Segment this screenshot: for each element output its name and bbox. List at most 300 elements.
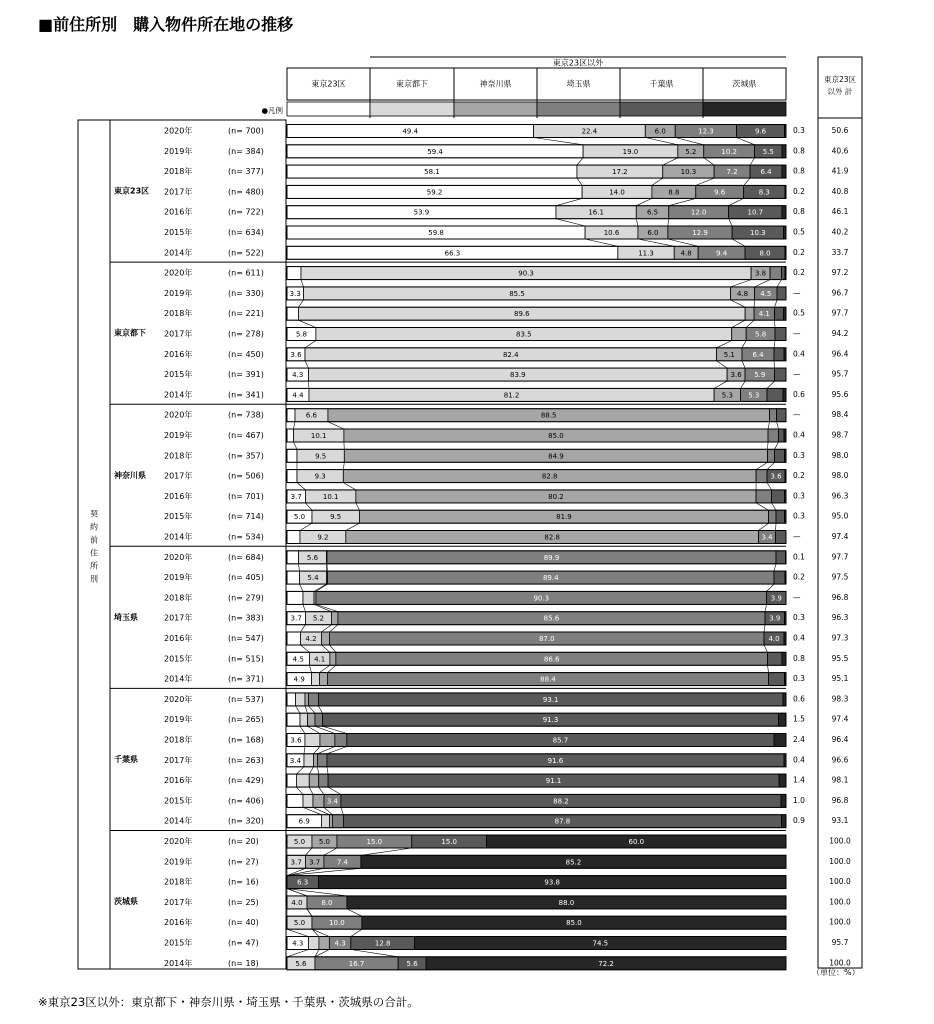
connector-line (744, 178, 750, 185)
connector-line (577, 178, 582, 185)
legend-swatch-6 (703, 102, 786, 116)
bar-value-label: 3.4 (289, 756, 302, 765)
bar-value-label: 4.8 (680, 249, 692, 258)
bar-value-label: 6.3 (297, 878, 309, 887)
row-total-value: 96.3 (831, 613, 849, 623)
legend-label-5: 千葉県 (649, 79, 674, 89)
connector-line (324, 848, 337, 855)
ibaraki-value: 0.1 (793, 552, 805, 562)
row-year-label: 2015年 (164, 796, 193, 806)
bar-value-label: 5.3 (721, 391, 733, 400)
legend-swatch-4 (537, 102, 620, 116)
bar-value-label: 6.4 (752, 350, 764, 359)
row-total-value: 41.9 (831, 166, 849, 176)
connector-line (324, 807, 332, 814)
bar-segment (309, 774, 318, 787)
connector-line (645, 138, 678, 145)
ibaraki-value: 0.6 (793, 389, 805, 399)
row-total-value: 97.4 (831, 714, 849, 724)
bar-value-label: 10.3 (680, 168, 697, 177)
bar-value-label: 53.9 (413, 208, 430, 217)
bar-value-label: 91.6 (547, 756, 564, 765)
bar-segment (303, 794, 313, 807)
bar-value-label: 4.1 (314, 655, 326, 664)
connector-line (351, 950, 398, 957)
connector-line (307, 909, 312, 916)
connector-line (729, 198, 744, 205)
connector-line (343, 483, 356, 490)
connector-line (303, 604, 305, 611)
row-total-value: 46.1 (831, 207, 849, 217)
bar-value-label: 9.5 (315, 452, 327, 461)
connector-line (346, 523, 360, 530)
ibaraki-value: 0.2 (793, 471, 805, 481)
row-n-label: (n= 405) (228, 573, 264, 583)
row-total-value: 96.8 (831, 592, 849, 602)
connector-line (767, 483, 771, 490)
connector-line (347, 909, 362, 916)
bar-value-label: 5.0 (293, 513, 306, 522)
bar-value-label: 60.0 (628, 838, 645, 846)
connector-line (295, 706, 300, 713)
row-n-label: (n= 357) (228, 451, 264, 461)
row-n-label: (n= 320) (228, 816, 264, 826)
bar-value-label: 10.2 (721, 147, 737, 156)
bar-value-label: 10.0 (329, 919, 345, 928)
bar-value-label: 4.0 (768, 635, 780, 643)
bar-value-label: 5.8 (755, 330, 767, 339)
ibaraki-value: 0.9 (793, 816, 805, 826)
connector-line (556, 198, 582, 205)
connector-line (731, 300, 746, 307)
connector-line (298, 320, 315, 327)
bar-value-label: 12.9 (692, 229, 708, 237)
bar-value-label: 85.2 (565, 858, 582, 867)
connector-line (768, 422, 769, 429)
ibaraki-value: — (793, 288, 801, 298)
row-n-label: (n= 263) (228, 755, 264, 765)
bar-value-label: 5.6 (406, 959, 418, 968)
ibaraki-value: 0.3 (793, 674, 805, 684)
bar-segment (770, 267, 781, 280)
row-total-value: 97.3 (831, 633, 849, 643)
bar-value-label: 3.7 (290, 614, 302, 623)
ibaraki-value: 0.3 (793, 450, 805, 460)
bar-segment (332, 815, 343, 828)
bar-value-label: 59.8 (428, 229, 444, 237)
bar-segment (779, 713, 786, 726)
bar-segment (305, 734, 320, 747)
row-total-value: 98.7 (831, 430, 849, 440)
row-n-label: (n= 700) (228, 126, 264, 136)
connector-line (318, 706, 322, 713)
bar-segment (776, 551, 785, 564)
bar-value-label: 16.7 (348, 959, 365, 968)
connector-line (756, 503, 768, 510)
row-n-label: (n= 341) (228, 390, 264, 400)
row-total-value: 40.6 (831, 146, 849, 156)
connector-line (296, 767, 304, 774)
bar-value-label: 89.9 (543, 553, 560, 562)
connector-line (298, 564, 299, 571)
side-label-char: 契 (90, 509, 98, 519)
ibaraki-value: 0.8 (793, 207, 805, 217)
legend-label-2: 東京都下 (396, 79, 428, 89)
bar-segment (770, 409, 777, 422)
row-year-label: 2018年 (164, 309, 193, 319)
bar-value-label: 10.6 (603, 229, 620, 237)
connector-line (577, 158, 583, 165)
bar-value-label: 85.0 (566, 919, 582, 928)
connector-line (316, 584, 328, 591)
side-label-char: 住 (90, 548, 98, 558)
ibaraki-value: — (793, 369, 801, 379)
connector-line (322, 726, 346, 733)
ibaraki-value: 0.2 (793, 247, 805, 257)
bar-segment (287, 531, 300, 544)
row-total-value: 50.6 (831, 126, 849, 135)
bar-value-label: 8.0 (321, 898, 333, 907)
connector-line (731, 280, 752, 287)
bar-segment (287, 429, 293, 442)
row-n-label: (n= 20) (228, 837, 259, 846)
row-year-label: 2016年 (164, 207, 193, 217)
connector-line (768, 665, 769, 672)
bar-value-label: 85.0 (548, 432, 564, 440)
connector-line (638, 239, 674, 246)
bar-value-label: 14.0 (609, 188, 625, 197)
bar-value-label: 80.2 (548, 492, 564, 501)
row-year-label: 2014年 (164, 816, 193, 826)
row-total-value: 96.8 (831, 795, 849, 805)
bar-segment (287, 774, 296, 787)
bar-value-label: 3.9 (769, 614, 781, 623)
connector-line (755, 280, 771, 287)
bar-value-label: 10.3 (750, 229, 766, 237)
bar-segment (745, 307, 754, 320)
bar-segment (308, 693, 318, 706)
bar-value-label: 8.0 (759, 249, 771, 258)
ibaraki-value: — (793, 410, 801, 420)
connector-line (717, 341, 732, 348)
ibaraki-value: 0.3 (793, 511, 805, 521)
bar-value-label: 5.3 (748, 391, 760, 400)
legend-label-1: 東京23区 (311, 79, 346, 89)
connector-line (305, 848, 311, 855)
bar-value-label: 12.0 (690, 208, 707, 217)
connector-line (742, 361, 745, 368)
bar-segment (331, 612, 337, 625)
row-n-label: (n= 611) (228, 268, 264, 278)
connector-line (777, 280, 782, 287)
row-n-label: (n= 450) (228, 349, 264, 359)
connector-line (764, 645, 768, 652)
row-n-label: (n= 506) (228, 471, 264, 481)
row-year-label: 2016年 (164, 776, 193, 786)
connector-line (319, 787, 324, 794)
row-n-label: (n= 537) (228, 694, 264, 704)
bar-value-label: 5.1 (723, 350, 735, 359)
bar-value-label: 3.6 (290, 350, 302, 359)
bar-value-label: 4.0 (291, 898, 303, 907)
row-year-label: 2015年 (164, 370, 193, 380)
connector-line (774, 361, 775, 368)
bar-value-label: 3.6 (770, 472, 782, 481)
bar-value-label: 83.9 (509, 371, 526, 380)
total-header-line2: 以外 計 (827, 87, 853, 96)
bar-segment (782, 145, 786, 158)
bar-segment (781, 794, 786, 807)
bar-value-label: 10.1 (310, 432, 327, 440)
group-label: 東京都下 (114, 328, 146, 338)
row-n-label: (n= 47) (228, 938, 259, 948)
bar-value-label: 4.5 (760, 289, 772, 298)
bar-segment (782, 267, 785, 280)
bar-segment (732, 328, 746, 341)
ibaraki-value: — (793, 592, 801, 602)
bar-segment (777, 409, 786, 422)
ibaraki-value: 0.2 (793, 186, 805, 196)
bar-value-label: 5.6 (306, 553, 319, 562)
bar-value-label: 9.6 (714, 188, 726, 197)
ibaraki-value: 0.2 (793, 268, 805, 278)
ibaraki-value: — (793, 532, 801, 541)
row-year-label: 2020年 (164, 552, 193, 562)
bar-value-label: 59.4 (427, 147, 443, 156)
row-total-value: 97.5 (831, 572, 849, 582)
bar-value-label: 74.5 (592, 939, 609, 948)
bar-segment (308, 937, 318, 950)
row-year-label: 2017年 (164, 613, 193, 623)
connector-line (756, 462, 767, 469)
row-year-label: 2014年 (164, 390, 193, 400)
connector-line (663, 158, 678, 165)
connector-line (293, 442, 296, 449)
row-total-value: 40.2 (831, 227, 849, 237)
row-n-label: (n= 547) (228, 634, 264, 643)
bar-segment (779, 774, 786, 787)
bar-segment (335, 734, 347, 747)
row-year-label: 2015年 (164, 938, 193, 948)
row-year-label: 2017年 (164, 471, 193, 481)
legend-marker: ●凡例 (261, 106, 283, 115)
row-n-label: (n= 634) (228, 228, 264, 237)
connector-line (351, 929, 362, 936)
row-n-label: (n= 40) (228, 918, 259, 928)
connector-line (668, 219, 669, 226)
connector-line (329, 625, 337, 632)
connector-line (299, 584, 302, 591)
connector-line (329, 645, 335, 652)
row-year-label: 2018年 (164, 451, 193, 461)
connector-line (636, 198, 652, 205)
bar-segment (304, 754, 313, 767)
row-year-label: 2018年 (164, 167, 193, 177)
bar-value-label: 15.0 (366, 838, 383, 846)
legend-swatch-2 (370, 102, 454, 116)
connector-line (556, 219, 585, 226)
bar-value-label: 6.0 (647, 229, 659, 237)
bar-value-label: 59.2 (426, 188, 443, 197)
row-n-label: (n= 467) (228, 431, 264, 440)
row-n-label: (n= 722) (228, 207, 264, 217)
bar-value-label: 91.1 (545, 777, 562, 786)
connector-line (729, 219, 733, 226)
bar-value-label: 4.2 (305, 635, 317, 643)
row-year-label: 2020年 (164, 268, 193, 278)
row-total-value: 96.7 (831, 288, 849, 298)
connector-line (312, 929, 329, 936)
bar-segment (320, 734, 335, 747)
connector-line (309, 665, 311, 672)
bar-value-label: 5.2 (312, 614, 325, 623)
bar-value-label: 89.4 (542, 574, 559, 583)
connector-line (296, 787, 303, 794)
bar-segment (782, 652, 786, 665)
row-n-label: (n= 377) (228, 167, 264, 177)
connector-line (303, 807, 321, 814)
ibaraki-value: 0.6 (793, 694, 805, 704)
bar-value-label: 4.4 (292, 391, 304, 400)
bar-segment (756, 490, 771, 503)
bar-segment (315, 713, 322, 726)
connector-line (774, 341, 775, 348)
ibaraki-value: 0.3 (793, 491, 805, 501)
ibaraki-value: 0.4 (793, 430, 805, 440)
bar-segment (329, 815, 332, 828)
bar-segment (313, 754, 317, 767)
connector-line (317, 747, 334, 754)
row-total-value: 100.0 (829, 917, 851, 927)
connector-line (309, 787, 313, 794)
bar-segment (782, 165, 786, 178)
row-year-label: 2016年 (164, 634, 193, 643)
bar-value-label: 12.3 (698, 127, 714, 136)
connector-line (774, 564, 776, 571)
row-year-label: 2016年 (164, 491, 193, 501)
bar-value-label: 82.8 (544, 533, 560, 542)
row-total-value: 97.4 (831, 532, 849, 541)
ibaraki-value: 1.5 (793, 714, 805, 724)
bar-value-label: 58.1 (424, 168, 440, 177)
ibaraki-value: 0.5 (793, 227, 805, 237)
connector-line (777, 422, 779, 429)
row-total-value: 95.1 (831, 674, 849, 684)
row-total-value: 100.0 (829, 958, 851, 968)
row-year-label: 2019年 (164, 715, 193, 725)
bar-value-label: 88.4 (540, 675, 556, 684)
legend-swatch-3 (454, 102, 537, 116)
row-n-label: (n= 279) (228, 593, 264, 603)
bar-segment (311, 673, 319, 686)
row-year-label: 2020年 (164, 837, 193, 846)
row-n-label: (n= 384) (228, 146, 264, 156)
row-total-value: 93.1 (831, 816, 849, 826)
bar-value-label: 5.4 (307, 574, 319, 583)
ibaraki-value: 2.4 (793, 735, 805, 744)
connector-line (317, 767, 318, 774)
row-year-label: 2015年 (164, 654, 193, 664)
group-label: 茨城県 (114, 897, 138, 907)
bar-value-label: 9.5 (330, 513, 342, 522)
bar-value-label: 3.9 (770, 594, 782, 603)
bar-segment (774, 734, 786, 747)
row-n-label: (n= 391) (228, 370, 264, 380)
bar-segment (777, 287, 786, 300)
row-n-label: (n= 16) (228, 877, 259, 887)
connector-line (585, 239, 618, 246)
row-year-label: 2016年 (164, 349, 193, 359)
group-label: 埼玉県 (114, 612, 138, 622)
connector-line (717, 361, 728, 368)
bar-value-label: 10.1 (322, 492, 339, 501)
connector-line (313, 747, 319, 754)
bar-segment (769, 510, 776, 523)
bar-value-label: 11.3 (638, 249, 654, 258)
legend-label-6: 茨城県 (732, 79, 757, 89)
row-year-label: 2018年 (164, 877, 193, 887)
bar-segment (330, 652, 336, 665)
connector-line (305, 341, 316, 348)
bar-segment (307, 713, 314, 726)
connector-line (297, 483, 305, 490)
bar-segment (287, 632, 300, 645)
bar-segment (295, 693, 304, 706)
row-n-label: (n= 534) (228, 532, 264, 542)
connector-line (287, 950, 308, 957)
group-label: 東京23区 (114, 186, 150, 196)
bar-segment (321, 632, 329, 645)
bar-value-label: 87.8 (554, 817, 571, 826)
bar-value-label: 81.2 (503, 391, 520, 400)
bar-segment (779, 429, 784, 442)
group-header-label: 東京23区以外 (552, 58, 604, 68)
connector-line (767, 462, 774, 469)
connector-line (668, 239, 698, 246)
row-total-value: 95.5 (831, 653, 849, 663)
side-label-char: 約 (90, 522, 98, 532)
bar-segment (287, 571, 299, 584)
connector-line (300, 726, 305, 733)
bar-segment (319, 673, 327, 686)
row-year-label: 2019年 (164, 857, 193, 867)
connector-line (767, 584, 774, 591)
connector-line (287, 889, 347, 896)
connector-line (742, 341, 746, 348)
row-year-label: 2019年 (164, 431, 193, 440)
connector-line (300, 523, 312, 530)
row-total-value: 98.4 (831, 410, 849, 420)
connector-line (767, 381, 774, 388)
bar-segment (287, 693, 295, 706)
bar-value-label: 82.8 (541, 472, 558, 481)
bar-value-label: 49.4 (402, 127, 419, 136)
bar-value-label: 91.3 (542, 716, 559, 725)
row-total-value: 95.7 (831, 938, 849, 947)
row-year-label: 2020年 (164, 694, 193, 704)
bar-value-label: 85.7 (552, 736, 569, 745)
bar-value-label: 4.1 (758, 310, 770, 319)
row-year-label: 2014年 (164, 958, 193, 968)
bar-value-label: 4.9 (293, 675, 305, 684)
bar-value-label: 82.4 (502, 350, 519, 359)
side-label-char: 所 (90, 561, 98, 571)
connector-line (759, 523, 769, 530)
row-n-label: (n= 18) (228, 958, 259, 968)
bar-value-label: 4.5 (292, 655, 304, 664)
bar-value-label: 22.4 (581, 127, 598, 136)
ibaraki-value: 0.8 (793, 653, 805, 663)
